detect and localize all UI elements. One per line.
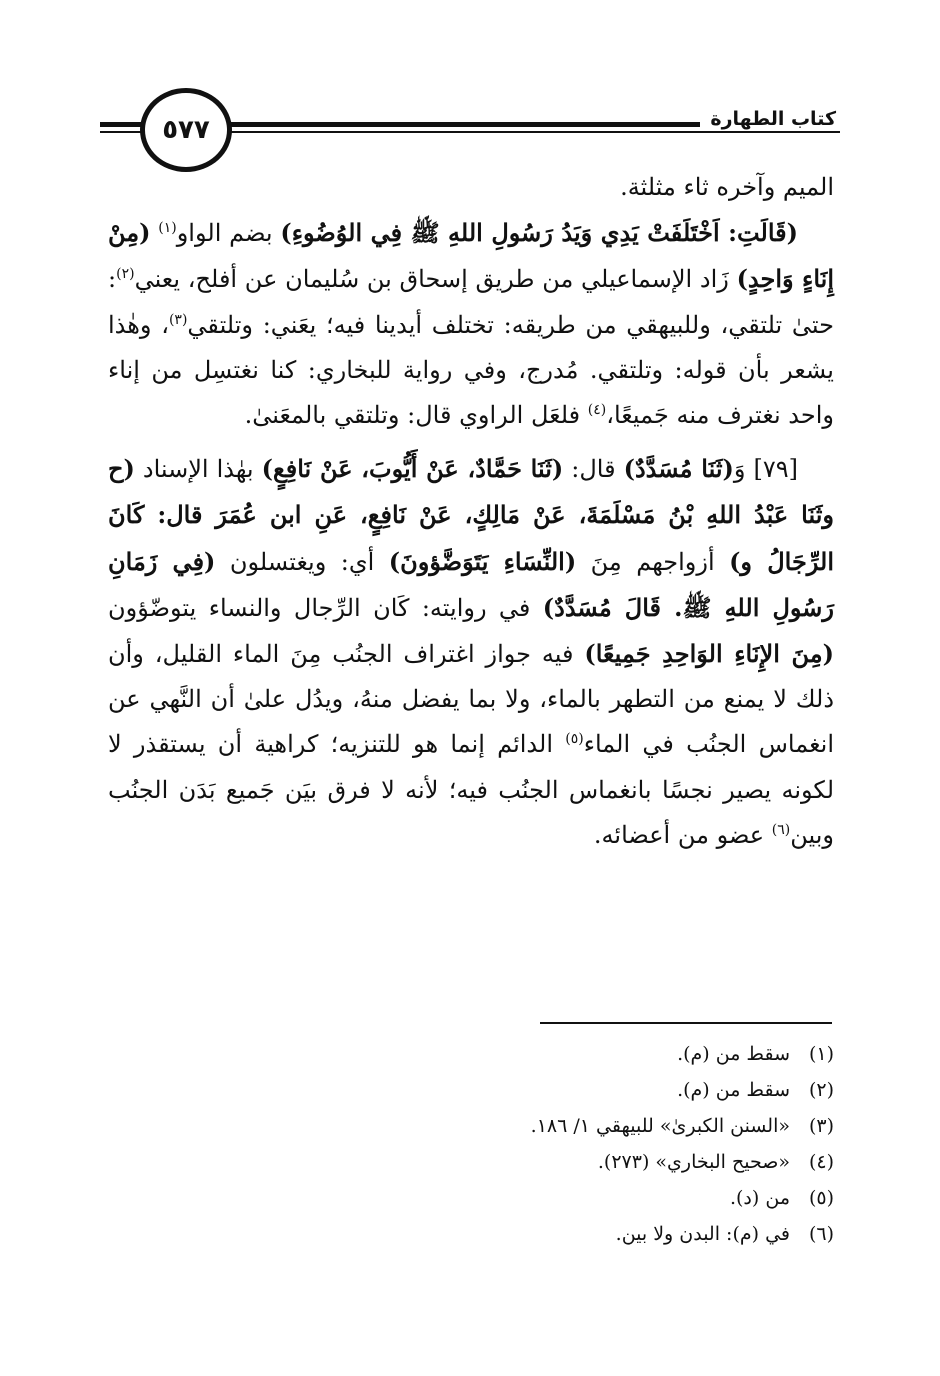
quoted-text: (مِنَ الإِنَاءِ الوَاحِدِ جَمِيعًا): [584, 639, 835, 669]
quoted-text: (مِنْ إِنَاءٍ وَاحِدٍ): [108, 218, 834, 294]
commentary-text: عضو من أعضائه.: [593, 820, 772, 849]
footnote-text: سقط من (م).: [677, 1079, 790, 1101]
quoted-text: (ثَنَا حَمَّادٌ، عَنْ أَيُّوبَ، عَنْ نَافِعٍ): [261, 454, 564, 484]
commentary-text: أي: ويغتسلون: [215, 547, 389, 576]
commentary-text: فلعَل الراوي قال: وتلتقي بالمعَنىٰ.: [244, 401, 588, 430]
commentary-text: فيه جواز اغتراف الجنُب مِنَ الماء القليل، وأن ذلك لا يمنع من التطهر بالماء، ولا بما يفضل منهُ، ويدُل علىٰ أن النَّهي عن انغماس الجنُب في الماء: [108, 640, 835, 759]
quoted-text: (ثَنَا مُسَدَّدٌ): [623, 454, 734, 484]
footnote-text: سقط من (م).: [677, 1043, 790, 1065]
footnote-text: «صحيح البخاري» (٢٧٣).: [597, 1151, 790, 1173]
commentary-text: بهٰذا الإسناد: [134, 455, 262, 484]
note-ref: (٥): [565, 731, 584, 748]
commentary-text: ، وهٰذا يشعر بأن قوله: وتلتقي. مُدرج، وفي رواية للبخاري: كنا نغتسِل من إناء واحد نغترف منه جَميعًا،: [108, 310, 834, 430]
page-header: [100, 88, 840, 168]
footnote-1: [300, 1036, 834, 1072]
paragraph-1: [108, 210, 834, 438]
footnote-2: [300, 1072, 834, 1108]
footnote-separator: [540, 1022, 832, 1024]
commentary-text: : حتىٰ تلتقي، وللبيهقي من طريقه: تختلف أيدينا فيه؛ يعَني: وتلتقي: [108, 265, 834, 339]
footnote-number: (١): [808, 1043, 834, 1065]
footnote-4: [300, 1144, 834, 1180]
paragraph-2: [108, 446, 834, 858]
quoted-text: (ح وثَنَا عَبْدُ اللهِ بْنُ مَسْلَمَةَ، عَنْ مَالِكٍ، عَنْ نَافِعٍ، عَنِ ابن عُمَرَ قال: كَانَ الرِّجَالُ و): [108, 454, 835, 576]
commentary-text: زَاد الإسماعيلي من طريق إسحاق بن سُليمان عن أفلح، يعني: [134, 265, 737, 294]
commentary-text: الدائم إنما هو للتنزيه؛ كراهية أن يستقذر لا لكونه يصير نجسًا بانغماس الجنُب فيه؛ لأنه لا فرق بيَن جَميع بَدَن الجنُب وبين: [108, 730, 834, 849]
commentary-text: قال:: [563, 455, 624, 484]
note-ref: (٣): [168, 311, 188, 328]
commentary-text: بضم الواو: [176, 219, 281, 248]
quoted-text: (النِّسَاءِ يَتَوَضَّؤونَ): [388, 546, 577, 576]
page-number: ٥٧٧: [140, 88, 232, 172]
footnote-6: [300, 1216, 834, 1252]
footnote-5: [300, 1180, 834, 1216]
commentary-text: في روايته: كَان الرِّجال والنساء يتوضّؤون: [108, 593, 543, 622]
note-ref: (٢): [116, 266, 135, 283]
footnote-number: (٢): [808, 1079, 834, 1101]
note-ref: (٦): [771, 821, 791, 838]
commentary-text: أزواجهم مِنَ: [576, 547, 730, 576]
footnote-text: «السنن الكبرىٰ» للبيهقي ١/ ١٨٦.: [530, 1115, 790, 1137]
footnote-number: (٤): [808, 1151, 834, 1173]
footnote-number: (٣): [808, 1115, 834, 1137]
quoted-text: (فِي زَمَانِ رَسُولِ اللهِ ﷺ. قَالَ مُسَدَّدٌ): [108, 546, 835, 622]
quoted-text: (قَالَتِ: اَخْتَلَفَتْ يَدِي وَيَدُ رَسُولِ اللهِ ﷺ فِي الوُضُوءِ): [280, 218, 798, 248]
footnote-number: (٦): [808, 1223, 834, 1245]
footnote-text: من (د).: [729, 1187, 790, 1209]
note-ref: (٤): [587, 402, 607, 419]
footnote-3: [300, 1108, 834, 1144]
footnote-text: في (م): البدن ولا بين.: [615, 1223, 790, 1245]
footnote-number: (٥): [808, 1187, 834, 1209]
paragraph-0: الميم وآخره ثاء مثلثة.: [620, 173, 834, 201]
note-ref: (١): [158, 220, 177, 237]
running-title: كتاب الطهارة: [700, 108, 840, 130]
footnotes: [300, 1036, 834, 1252]
main-text: [108, 165, 834, 858]
commentary-text: [٧٩] وَ: [733, 455, 798, 484]
